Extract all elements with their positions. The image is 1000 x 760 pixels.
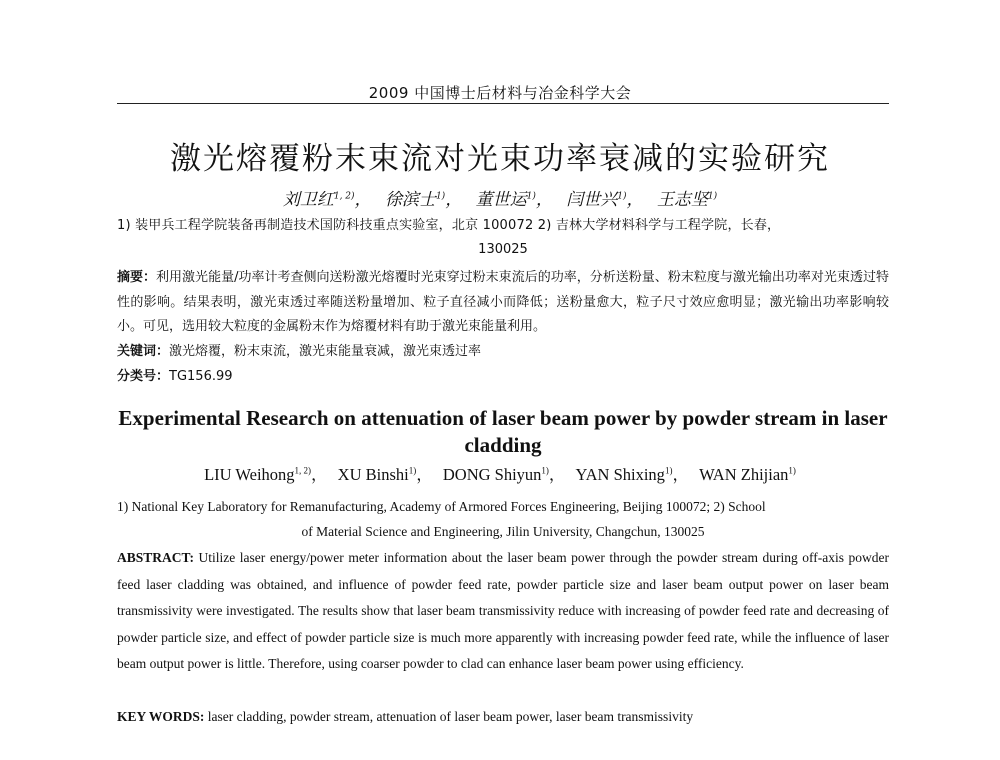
keywords-label: KEY WORDS: xyxy=(117,709,205,724)
classification-number xyxy=(117,365,517,384)
keywords-text: laser cladding, powder stream, attenuation of laser beam power, laser beam transmissivity xyxy=(207,709,694,724)
author: 闫世兴$^{1)}$， xyxy=(566,190,644,210)
chinese-title: 激光熔覆粉末束流对光束功率衰减的实验研究 xyxy=(170,141,830,177)
author: YAN Shixing$^{1)}$， xyxy=(575,465,689,484)
affiliation-line: 1) National Key Laboratory for Remanufacturing, Academy of Armored Forces Engineering, Beijing 100072; 2) School xyxy=(117,499,766,514)
author: 王志坚$^{1)}$ xyxy=(656,190,718,210)
author: WAN Zhijian$^{1)}$ xyxy=(699,465,796,484)
keywords-text: 激光熔覆，粉末束流，激光束能量衰减，激光束透过率 xyxy=(169,344,482,359)
abstract-label: ABSTRACT: xyxy=(117,550,195,565)
author: DONG Shiyun$^{1)}$， xyxy=(442,465,566,484)
english-abstract xyxy=(117,545,889,678)
english-authors xyxy=(0,461,1000,485)
classification-text: TG156.99 xyxy=(169,369,233,384)
affiliation-line: 1) 装甲兵工程学院装备再制造技术国防科技重点实验室，北京 100072 2) 吉林大学材料科学与工程学院，长春， xyxy=(117,218,781,233)
affiliation-line: 130025 xyxy=(478,242,528,257)
keywords-label: 关键词： xyxy=(117,344,170,359)
author: 董世运$^{1)}$， xyxy=(475,190,553,210)
abstract-label: 摘要： xyxy=(117,270,157,285)
english-affiliations xyxy=(117,494,889,544)
author: 刘卫红$^{1, 2)}$， xyxy=(282,190,372,210)
running-header: 2009 中国博士后材料与冶金科学大会 xyxy=(368,84,632,102)
author: XU Binshi$^{1)}$， xyxy=(337,465,433,484)
classification-label: 分类号： xyxy=(117,369,170,384)
chinese-abstract xyxy=(117,266,889,340)
header-rule xyxy=(117,103,889,104)
chinese-authors xyxy=(0,185,1000,210)
abstract-text: 利用激光能量/功率计考查侧向送粉激光熔覆时光束穿过粉末束流后的功率，分析送粉量、粉末粒度与激光输出功率对光束透过特性的影响。结果表明，激光束透过率随送粉量增加、粒子直径减小而降低；送粉量愈大，粒子尺寸效应愈明显；激光输出功率影响较小。可见，选用较大粒度的金属粉末作为熔覆材料有助于激光束能量利用。 xyxy=(117,270,889,334)
affiliation-line: of Material Science and Engineering, Jilin University, Changchun, 130025 xyxy=(301,524,705,539)
chinese-keywords xyxy=(117,340,889,359)
abstract-text: Utilize laser energy/power meter information about the laser beam power through the powder stream during off-axis powder feed laser cladding was obtained, and influence of powder feed rate, powder particle size and laser beam output power on laser beam transmissivity were investigated. The results show that laser beam transmissivity reduce with increasing of powder feed rate and decreasing of powder particle size, and effect of powder particle size is much more apparently with increasing powder feed rate, while the influence of laser beam output power is little. Therefore, using coarser powder to clad can enhance laser beam power using efficiency. xyxy=(117,550,889,671)
english-title: Experimental Research on attenuation of laser beam power by powder stream in laser cladding xyxy=(118,406,888,457)
author: LIU Weihong$^{1, 2)}$， xyxy=(204,465,328,484)
author: 徐滨士$^{1)}$， xyxy=(384,190,463,210)
english-keywords xyxy=(117,709,889,725)
chinese-affiliations xyxy=(117,214,889,262)
